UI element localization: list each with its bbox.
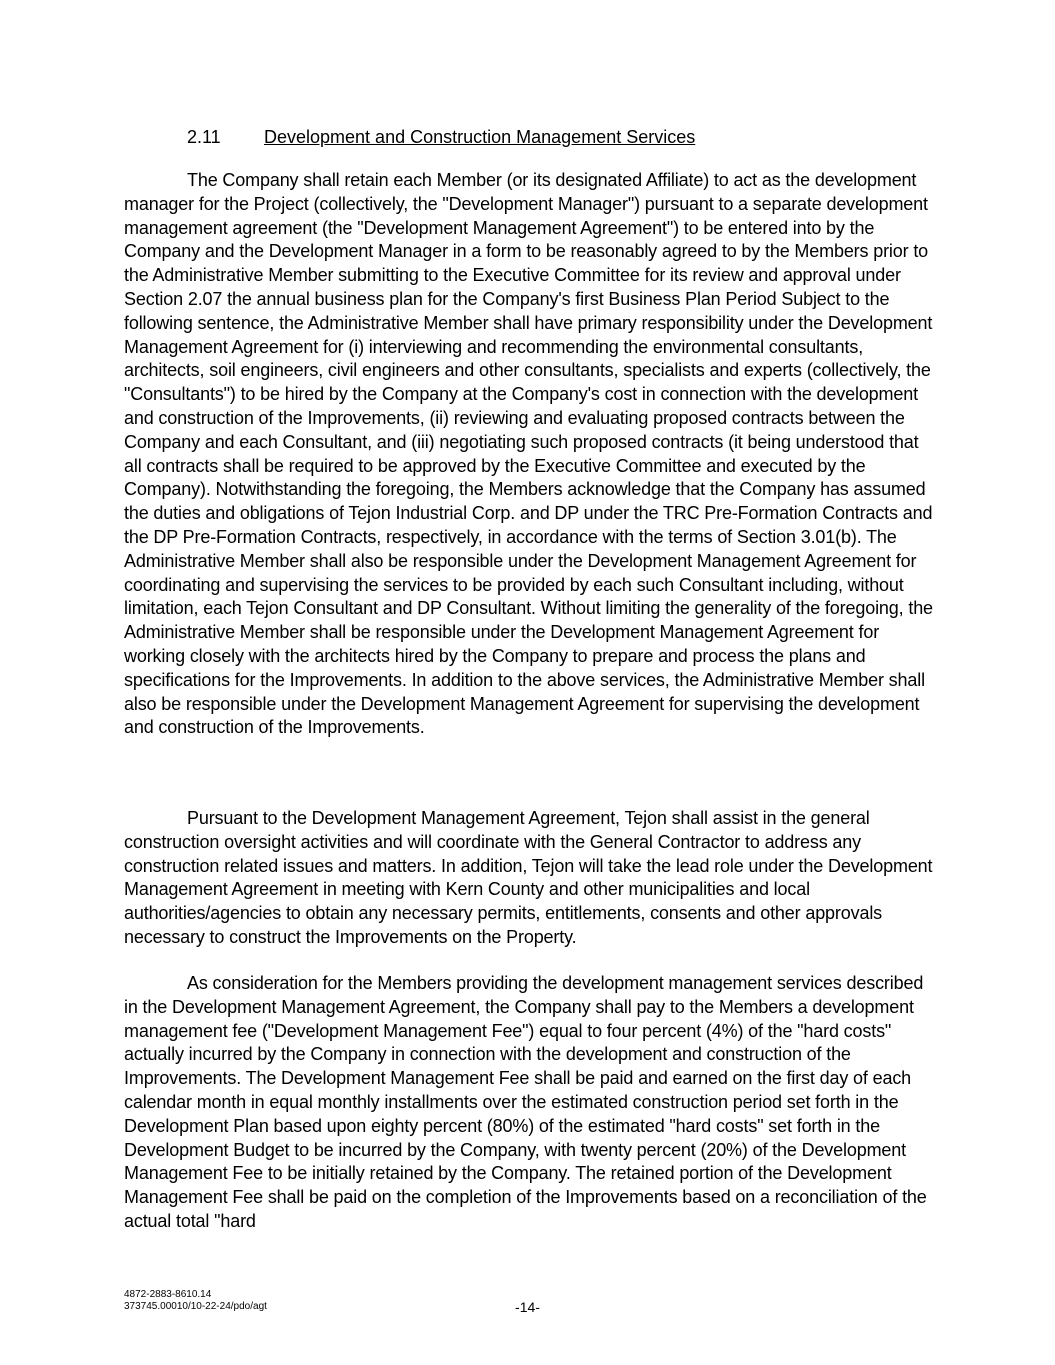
paragraph-management-fee (124, 972, 934, 1234)
section-heading (187, 125, 695, 149)
paragraph-tejon-oversight (124, 807, 934, 950)
paragraph-text: The Company shall retain each Member (or its designated Affiliate) to act as the development manager for the Project (collectively, the "Development Manager") pursuant to a separate development management agreement (the "Development Management Agreement") to be entered into by the Company and the Development Manager in a form to be reasonably agreed to by the Members prior to the Administrative Member submitting to the Executive Committee for its review and approval under Section 2.07 the annual business plan for the Company's first Business Plan Period Subject to the following sentence, the Administrative Member shall have primary responsibility under the Development Management Agreement for (i) interviewing and recommending the environmental consultants, architects, soil engineers, civil engineers and other consultants, specialists and experts (collectively, the "Consultants") to be hired by the Company at the Company's cost in connection with the development and construction of the Improvements, (ii) reviewing and evaluating proposed contracts between the Company and each Consultant, and (iii) negotiating such proposed contracts (it being understood that all contracts shall be required to be approved by the Executive Committee and executed by the Company). Notwithstanding the foregoing, the Members acknowledge that the Company has assumed the duties and obligations of Tejon Industrial Corp. and DP under the TRC Pre-Formation Contracts and the DP Pre-Formation Contracts, respectively, in accordance with the terms of Section 3.01(b). The Administrative Member shall also be responsible under the Development Management Agreement for coordinating and supervising the services to be provided by each such Consultant including, without limitation, each Tejon Consultant and DP Consultant. Without limiting the generality of the foregoing, the Administrative Member shall be responsible under the Development Management Agreement for working closely with the architects hired by the Company to prepare and process the plans and specifications for the Improvements. In addition to the above services, the Administrative Member shall also be responsible under the Development Management Agreement for supervising the development and construction of the Improvements. (124, 170, 933, 738)
section-title: Development and Construction Management Services (264, 127, 696, 147)
footer-doc-number: 4872-2883-8610.14 (124, 1289, 212, 1300)
footer-doc-ref: 373745.00010/10-22-24/pdo/agt (124, 1301, 267, 1312)
paragraph-text: Pursuant to the Development Management Agreement, Tejon shall assist in the general construction oversight activities and will coordinate with the General Contractor to address any construction related issues and matters. In addition, Tejon will take the lead role under the Development Management Agreement in meeting with Kern County and other municipalities and local authorities/agencies to obtain any necessary permits, entitlements, consents and other approvals necessary to construct the Improvements on the Property. (124, 808, 933, 947)
page-number: -14- (515, 1299, 540, 1315)
paragraph-text: As consideration for the Members providing the development management services described in the Development Management Agreement, the Company shall pay to the Members a development management fee ("Development Management Fee") equal to four percent (4%) of the "hard costs" actually incurred by the Company in connection with the development and construction of the Improvements. The Development Management Fee shall be paid and earned on the first day of each calendar month in equal monthly installments over the estimated construction period set forth in the Development Plan based upon eighty percent (80%) of the estimated "hard costs" set forth in the Development Budget to be incurred by the Company, with twenty percent (20%) of the Development Management Fee to be initially retained by the Company. The retained portion of the Development Management Fee shall be paid on the completion of the Improvements based on a reconciliation of the actual total "hard (124, 973, 927, 1231)
section-number: 2.11 (187, 127, 221, 147)
paragraph-development-manager (124, 169, 934, 740)
